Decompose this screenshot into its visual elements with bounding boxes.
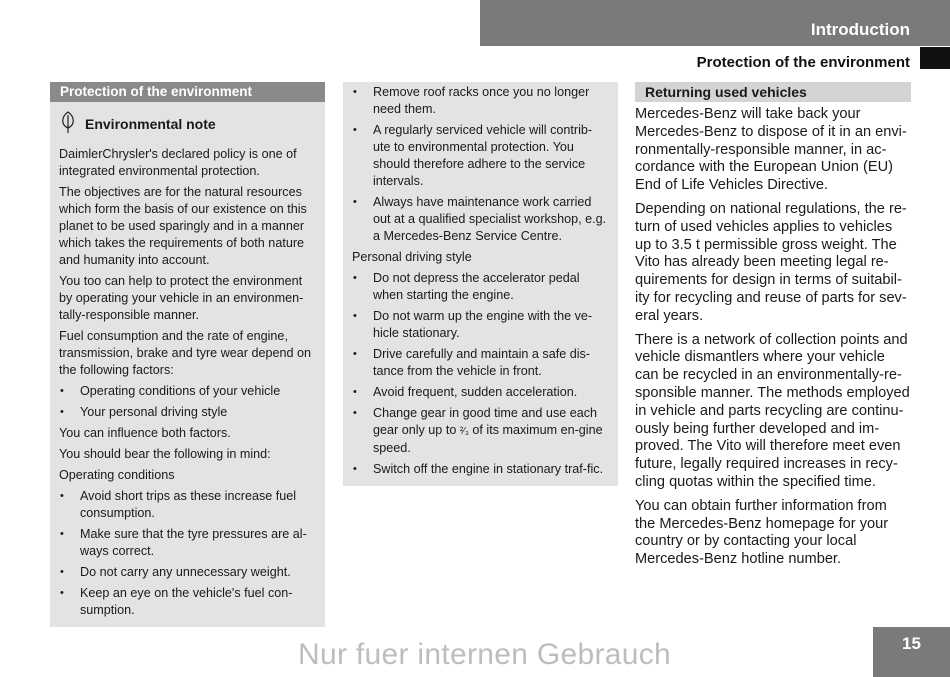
paragraph: You can obtain further information from the Mercedes-Benz homepage for your country or by contacting your local Mercedes-Benz hotline number. [635,497,889,568]
driving-tips-box [343,82,618,486]
leaf-icon [59,110,85,138]
section-heading: Returning used vehicles [635,82,911,102]
chapter-title: Introduction [810,20,910,39]
list-item: • A regularly serviced vehicle will contrib-ute to environmental protection. You should therefore adhere to the service intervals. [352,122,609,190]
environment-note-box [50,102,325,627]
conditions-list [59,488,316,619]
column-middle [343,82,618,486]
fraction: ²⁄₃ [459,426,469,437]
list-item: • Drive carefully and maintain a safe dis-tance from the vehicle in front. [352,346,609,380]
paragraph: Fuel consumption and the rate of engine, transmission, brake and tyre wear depend on the following factors: [59,329,312,377]
note-title-row [59,110,316,138]
paragraph: Personal driving style [352,250,472,264]
list-item: • Do not depress the accelerator pedal when starting the engine. [352,270,609,304]
list-item: • Always have maintenance work carried out at a qualified specialist workshop, e.g. a Mercedes-Benz Service Centre. [352,194,609,245]
paragraph: There is a network of collection points and vehicle dismantlers where your vehicle can be recycled in an environmentally-re-sponsible manner. The methods employed in vehicle and parts recycling are continu-ously being further developed and im-proved. The Vito will therefore meet even future, legally required increases in recy-cling quotas within the specified time. [635,331,910,490]
paragraph: You should bear the following in mind: [59,447,271,461]
gear-text: of its maximum en-gine speed. [373,423,603,455]
list-item [352,405,609,457]
list-item: • Operating conditions of your vehicle [59,383,316,400]
list-item: • Your personal driving style [59,404,316,421]
factors-list [59,383,316,421]
list-item: • Avoid frequent, sudden acceleration. [352,384,609,401]
list-item: • Make sure that the tyre pressures are al-ways correct. [59,526,316,560]
list-item: • Switch off the engine in stationary traf-fic. [352,461,609,478]
tips-list-b [352,270,609,478]
paragraph: You too can help to protect the environment by operating your vehicle in an environmen-tally-responsible manner. [59,274,304,322]
paragraph: Operating conditions [59,468,175,482]
paragraph: DaimlerChrysler's declared policy is one of integrated environmental protection. [59,147,297,178]
list-item: • Avoid short trips as these increase fuel consumption. [59,488,316,522]
page-number: 15 [873,627,950,677]
list-item: • Remove roof racks once you no longer need them. [352,84,609,118]
note-title: Environmental note [85,115,216,132]
watermark: Nur fuer internen Gebrauch [298,638,671,671]
tips-list-a [352,84,609,245]
column-right [635,82,911,575]
column-left [50,82,325,627]
list-item: • Keep an eye on the vehicle's fuel con-sumption. [59,585,316,619]
paragraph: Depending on national regulations, the re-turn of used vehicles applies to vehicles up to 3.5 t permissible gross weight. The Vito has already been meeting legal re-quirements for design in terms of suitabil-ity for recycling and reuse of parts for sev-eral years. [635,200,907,324]
list-item: • Do not warm up the engine with the ve-hicle stationary. [352,308,609,342]
gear-text: Change gear in good time and use each gear only up to [373,406,598,437]
paragraph: You can influence both factors. [59,426,231,440]
list-item: • Do not carry any unnecessary weight. [59,564,316,581]
section-subtitle: Protection of the environment [696,54,910,71]
section-heading: Protection of the environment [50,82,325,102]
paragraph: Mercedes-Benz will take back your Mercedes-Benz to dispose of it in an envi-ronmentally-responsible manner, in ac-cordance with the European Union (EU) End of Life Vehicles Directive. [635,106,907,194]
paragraph: The objectives are for the natural resources which form the basis of our existence on this planet to be used sparingly and in a manner which takes the requirements of both nature and humanity into account. [59,185,307,267]
thumb-tab [920,47,950,69]
